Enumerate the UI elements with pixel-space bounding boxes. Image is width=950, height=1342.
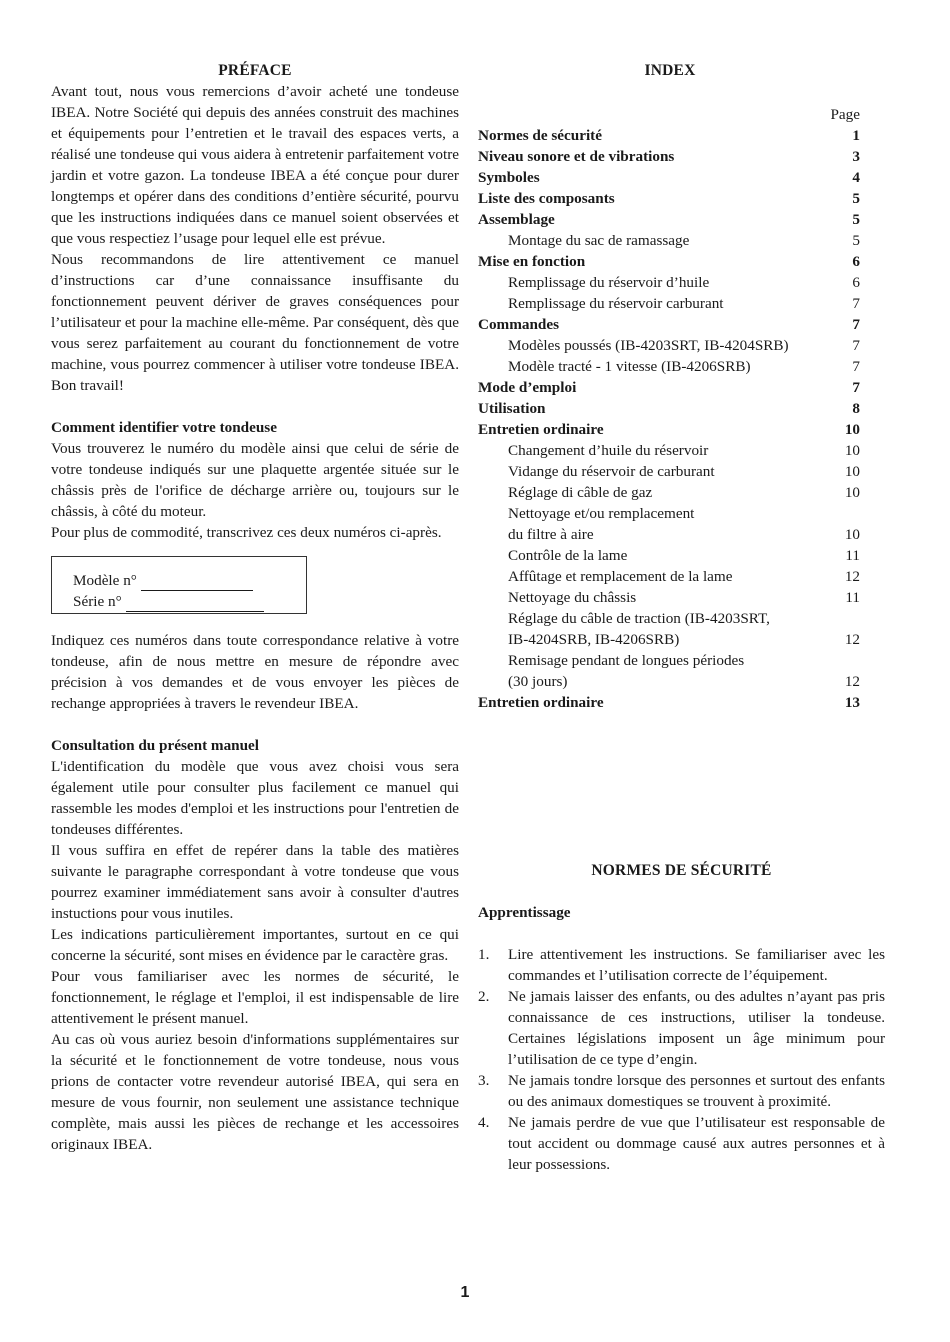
index-entry-page: 7: [852, 358, 860, 375]
index-entry: [478, 419, 862, 440]
index-entry-label: Réglage du câble de traction (IB-4203SRT,: [508, 610, 770, 627]
index-entry: [478, 440, 862, 461]
serial-number-label: Série n°: [73, 593, 122, 610]
preface-title: PRÉFACE: [218, 62, 292, 79]
index-entry-page: 12: [844, 568, 860, 585]
index-entry: [478, 608, 862, 629]
identify-paragraph: Pour plus de commodité, transcrivez ces deux numéros ci-après.: [51, 524, 442, 541]
index-entry-label: Entretien ordinaire: [478, 694, 604, 711]
index-entry-page: 10: [844, 442, 860, 459]
index-entry: [478, 251, 862, 272]
consultation-paragraph: Les indications particulièrement importantes, surtout en ce qui concerne la sécurité, sont mises en évidence par le caractère gras.: [51, 926, 459, 964]
preface-paragraph: Avant tout, nous vous remercions d’avoir acheté une tondeuse IBEA. Notre Société qui depuis des années construit des machines et équipements pour l’entretien et le travail des espaces verts, a réalisé une tondeuse qui vous aidera à entretenir parfaitement votre jardin et votre gazon. La tondeuse IBEA a été conçue pour durer longtemps et opérer dans des conditions d’entière sécurité, pourvu que les instructions indiquées dans ce manuel soient observées et que vous respectiez l’usage pour lequel elle est prévue.: [51, 83, 459, 247]
index-entry: [478, 461, 862, 482]
index-entry-label: Remplissage du réservoir carburant: [508, 295, 724, 312]
index-entry-label: Nettoyage du châssis: [508, 589, 637, 606]
index-section: [478, 60, 862, 713]
index-entry-label: Assemblage: [478, 211, 555, 228]
index-entry-label: Réglage di câble de gaz: [508, 484, 653, 501]
safety-rule-number: 3.: [478, 1072, 490, 1089]
index-entry: [478, 629, 862, 650]
index-entry: [478, 356, 862, 377]
index-entry: [478, 146, 862, 167]
safety-section: [478, 860, 885, 1175]
index-entry-page: 7: [852, 337, 860, 354]
index-entry: [478, 293, 862, 314]
identify-paragraph: Vous trouverez le numéro du modèle ainsi que celui de série de votre tondeuse indiqués sur une plaquette argentée située sur le châssis près de l'orifice de décharge arrière ou, toujours sur le châssis, à côté du moteur.: [51, 440, 459, 520]
index-entry: [478, 545, 862, 566]
index-entry-page: 5: [852, 232, 860, 249]
safety-rule: [478, 1112, 885, 1175]
safety-rule-text: Ne jamais tondre lorsque des personnes et surtout des enfants ou des animaux domestiques se trouvent à proximité.: [508, 1072, 885, 1110]
index-entry-label: Commandes: [478, 316, 560, 333]
index-entry-label: du filtre à aire: [508, 526, 594, 543]
index-entry: [478, 482, 862, 503]
index-entry-label: Niveau sonore et de vibrations: [478, 148, 675, 165]
index-entry: [478, 209, 862, 230]
index-entry: [478, 188, 862, 209]
consultation-paragraph: Pour vous familiariser avec les normes de sécurité, le fonctionnement, le réglage et l'emploi, il est indispensable de lire attentivement le présent manuel.: [51, 968, 459, 1027]
index-entry-label: IB-4204SRB, IB-4206SRB): [508, 631, 680, 648]
safety-rule-number: 1.: [478, 946, 490, 963]
serial-number-line: [73, 591, 306, 612]
index-entry: [478, 398, 862, 419]
model-number-line: [73, 570, 306, 591]
index-entry-label: (30 jours): [508, 673, 568, 690]
index-entry-label: Nettoyage et/ou remplacement: [508, 505, 695, 522]
index-entry: [478, 230, 862, 251]
index-entry: [478, 503, 862, 524]
consultation-paragraph: Il vous suffira en effet de repérer dans la table des matières suivante le paragraphe correspondant à votre tondeuse que vous pourrez examiner immédiatement sans avoir à consulter d'autres instuctions pour vous inutiles.: [51, 842, 459, 922]
index-entry-page: 6: [852, 253, 860, 270]
index-entry-page: 5: [852, 211, 860, 228]
index-entry-page: 11: [845, 547, 860, 564]
index-entry-label: Mode d’emploi: [478, 379, 577, 396]
index-entry-page: 8: [852, 400, 860, 417]
consultation-paragraph: Au cas où vous auriez besoin d'informations supplémentaires sur la sécurité et le fonctionnement de votre tondeuse, nous vous prions de contacter votre revendeur autorisé IBEA, qui sera en mesure de vous fournir, non seulement une assistance technique complète, mais aussi les pièces de rechange et les accessoires originaux IBEA.: [51, 1031, 459, 1153]
index-entry-label: Normes de sécurité: [478, 127, 602, 144]
index-entry-page: 12: [844, 631, 860, 648]
index-entry: [478, 272, 862, 293]
safety-rule-text: Lire attentivement les instructions. Se familiariser avec les commandes et l’utilisation correcte de l’équipement.: [508, 946, 885, 984]
index-entry-label: Affûtage et remplacement de la lame: [508, 568, 733, 585]
model-number-blank: [141, 574, 253, 591]
index-list: [478, 125, 862, 713]
index-entry-page: 5: [852, 190, 860, 207]
index-entry-page: 6: [852, 274, 860, 291]
index-entry: [478, 566, 862, 587]
index-entry-page: 7: [852, 379, 860, 396]
index-entry-page: 10: [844, 526, 860, 543]
index-entry: [478, 314, 862, 335]
preface-paragraph: Nous recommandons de lire attentivement ce manuel d’instructions car d’une connaissance insuffisante du fonctionnement peuvent dériver de graves conséquences pour l’utilisateur et pour la machine elle-même. Par conséquent, dès que vous serez parfaitement au courant du fonctionnement de votre machine, vous pourrez commencer à utiliser votre tondeuse IBEA. Bon travail!: [51, 251, 459, 394]
index-entry-label: Contrôle de la lame: [508, 547, 628, 564]
index-entry-label: Remplissage du réservoir d’huile: [508, 274, 710, 291]
index-entry-page: 7: [852, 316, 860, 333]
serial-number-box: [51, 556, 307, 614]
index-entry-page: 10: [844, 463, 860, 480]
safety-rule: [478, 944, 885, 986]
index-entry: [478, 524, 862, 545]
index-title: INDEX: [644, 62, 696, 79]
index-entry-label: Montage du sac de ramassage: [508, 232, 690, 249]
index-entry-label: Entretien ordinaire: [478, 421, 604, 438]
index-entry: [478, 377, 862, 398]
index-entry: [478, 650, 862, 671]
index-entry-label: Liste des composants: [478, 190, 615, 207]
index-entry-page: 12: [844, 673, 860, 690]
safety-rules-list: [478, 944, 885, 1175]
safety-rule-number: 4.: [478, 1114, 490, 1131]
safety-rule-number: 2.: [478, 988, 490, 1005]
index-entry-label: Remisage pendant de longues périodes: [508, 652, 745, 669]
consultation-paragraph: L'identification du modèle que vous avez choisi vous sera également utile pour consulter plus facilement ce manuel qui rassemble les modes d'emploi et les instructions pour l'entretien de tondeuses différentes.: [51, 758, 459, 838]
safety-title: NORMES DE SÉCURITÉ: [591, 862, 772, 879]
index-entry-label: Symboles: [478, 169, 540, 186]
index-page-header: Page: [830, 106, 860, 123]
index-entry-page: 1: [852, 127, 860, 144]
index-entry-page: 11: [845, 589, 860, 606]
safety-rule-text: Ne jamais laisser des enfants, ou des adultes n’ayant pas pris connaissance de ces instructions, utiliser la tondeuse. Certaines législations imposent un âge minimum pour l’utilisation de ce type d’engin.: [508, 988, 885, 1068]
index-entry-label: Mise en fonction: [478, 253, 586, 270]
index-entry-label: Modèle tracté - 1 vitesse (IB-4206SRB): [508, 358, 751, 375]
index-entry-label: Utilisation: [478, 400, 546, 417]
model-number-label: Modèle n°: [73, 572, 137, 589]
identify-note: Indiquez ces numéros dans toute correspondance relative à votre tondeuse, afin de nous mettre en mesure de répondre avec précision à vos demandes et de vous envoyer les pièces de rechange appropriées à travers le revendeur IBEA.: [51, 632, 459, 712]
safety-rule: [478, 986, 885, 1070]
index-entry-page: 10: [844, 484, 860, 501]
left-column: [51, 60, 459, 1155]
index-entry: [478, 692, 862, 713]
safety-rule-text: Ne jamais perdre de vue que l’utilisateur est responsable de tout accident ou dommage causé aux autres personnes et à leur possessions.: [508, 1114, 885, 1173]
index-entry-page: 13: [844, 694, 860, 711]
safety-rule: [478, 1070, 885, 1112]
index-entry-label: Modèles poussés (IB-4203SRT, IB-4204SRB): [508, 337, 789, 354]
safety-subtitle: Apprentissage: [478, 904, 571, 921]
index-entry: [478, 671, 862, 692]
index-entry: [478, 335, 862, 356]
index-entry: [478, 125, 862, 146]
page-number: 1: [460, 1284, 470, 1301]
index-entry-page: 3: [852, 148, 860, 165]
consultation-title: Consultation du présent manuel: [51, 737, 260, 754]
index-entry-page: 7: [852, 295, 860, 312]
index-entry-page: 10: [844, 421, 860, 438]
index-entry-label: Changement d’huile du réservoir: [508, 442, 709, 459]
index-entry: [478, 167, 862, 188]
identify-title: Comment identifier votre tondeuse: [51, 419, 277, 436]
index-entry-page: 4: [852, 169, 860, 186]
index-entry-label: Vidange du réservoir de carburant: [508, 463, 715, 480]
serial-number-blank: [126, 595, 264, 612]
index-entry: [478, 587, 862, 608]
